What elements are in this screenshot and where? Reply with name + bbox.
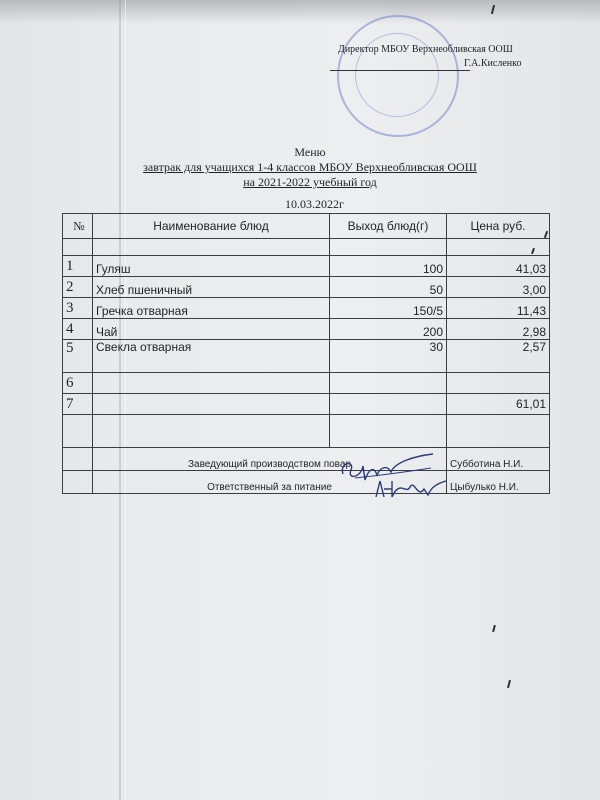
row-number: 7 (63, 394, 93, 415)
table-cell (330, 239, 447, 256)
dish-yield (330, 373, 447, 394)
menu-title: Меню (294, 145, 326, 159)
signer-role: Ответственный за питание (93, 471, 447, 494)
dish-name (93, 373, 330, 394)
dish-price: 41,03 (447, 256, 550, 277)
approval-director-line: Директор МБОУ Верхнеобливская ООШ (338, 44, 513, 55)
dish-price: 2,98 (447, 319, 550, 340)
table-cell (93, 415, 330, 448)
menu-subtitle: завтрак для учащихся 1-4 классов МБОУ Верхнеобливская ООШ (143, 160, 477, 174)
approval-signature-line (330, 70, 470, 71)
dish-name: Гуляш (93, 256, 330, 277)
approval-director-name: Г.А.Кисленко (464, 58, 522, 69)
signature-responsible (370, 475, 450, 505)
table-header-row (63, 214, 550, 239)
table-cell (63, 448, 93, 471)
table-cell (447, 415, 550, 448)
table-cell (330, 415, 447, 448)
row-number: 2 (63, 277, 93, 298)
dish-yield: 150/5 (330, 298, 447, 319)
signer-role: Заведующий производством повар (93, 448, 447, 471)
row-number: 5 (63, 340, 93, 373)
table-row (63, 239, 550, 256)
row-number: 1 (63, 256, 93, 277)
dish-name: Гречка отварная (93, 298, 330, 319)
signer-name: Цыбулько Н.И. (447, 471, 550, 494)
table-row (63, 340, 550, 373)
school-stamp (337, 15, 459, 137)
signer-name: Субботина Н.И. (447, 448, 550, 471)
table-cell (63, 471, 93, 494)
dish-price: 3,00 (447, 277, 550, 298)
table-row (63, 298, 550, 319)
dish-yield: 200 (330, 319, 447, 340)
menu-school-year: на 2021-2022 учебный год (243, 175, 377, 189)
table-cell (447, 239, 550, 256)
dish-price (447, 373, 550, 394)
row-number: 6 (63, 373, 93, 394)
dish-name: Свекла отварная (93, 340, 330, 373)
menu-title-block (100, 145, 520, 190)
table-cell (63, 239, 93, 256)
table-cell (93, 239, 330, 256)
dish-name: Хлеб пшеничный (93, 277, 330, 298)
table-row (63, 277, 550, 298)
dish-yield: 50 (330, 277, 447, 298)
row-number: 4 (63, 319, 93, 340)
dish-name (93, 394, 330, 415)
dish-price: 11,43 (447, 298, 550, 319)
top-shadow (0, 0, 600, 24)
signature-row (63, 448, 550, 471)
dish-yield: 100 (330, 256, 447, 277)
table-row (63, 394, 550, 415)
dish-price: 2,57 (447, 340, 550, 373)
dish-name: Чай (93, 319, 330, 340)
column-header-dish: Наименование блюд (93, 214, 330, 239)
dish-yield: 30 (330, 340, 447, 373)
table-row (63, 256, 550, 277)
table-row (63, 373, 550, 394)
table-row (63, 415, 550, 448)
dish-yield (330, 394, 447, 415)
menu-date: 10.03.2022г (285, 197, 344, 211)
total-price: 61,01 (447, 394, 550, 415)
column-header-number: № (63, 214, 93, 239)
column-header-price: Цена руб. (447, 214, 550, 239)
column-header-yield: Выход блюд(г) (330, 214, 447, 239)
row-number: 3 (63, 298, 93, 319)
signature-row (63, 471, 550, 494)
table-cell (63, 415, 93, 448)
table-row (63, 319, 550, 340)
menu-table (62, 213, 550, 494)
